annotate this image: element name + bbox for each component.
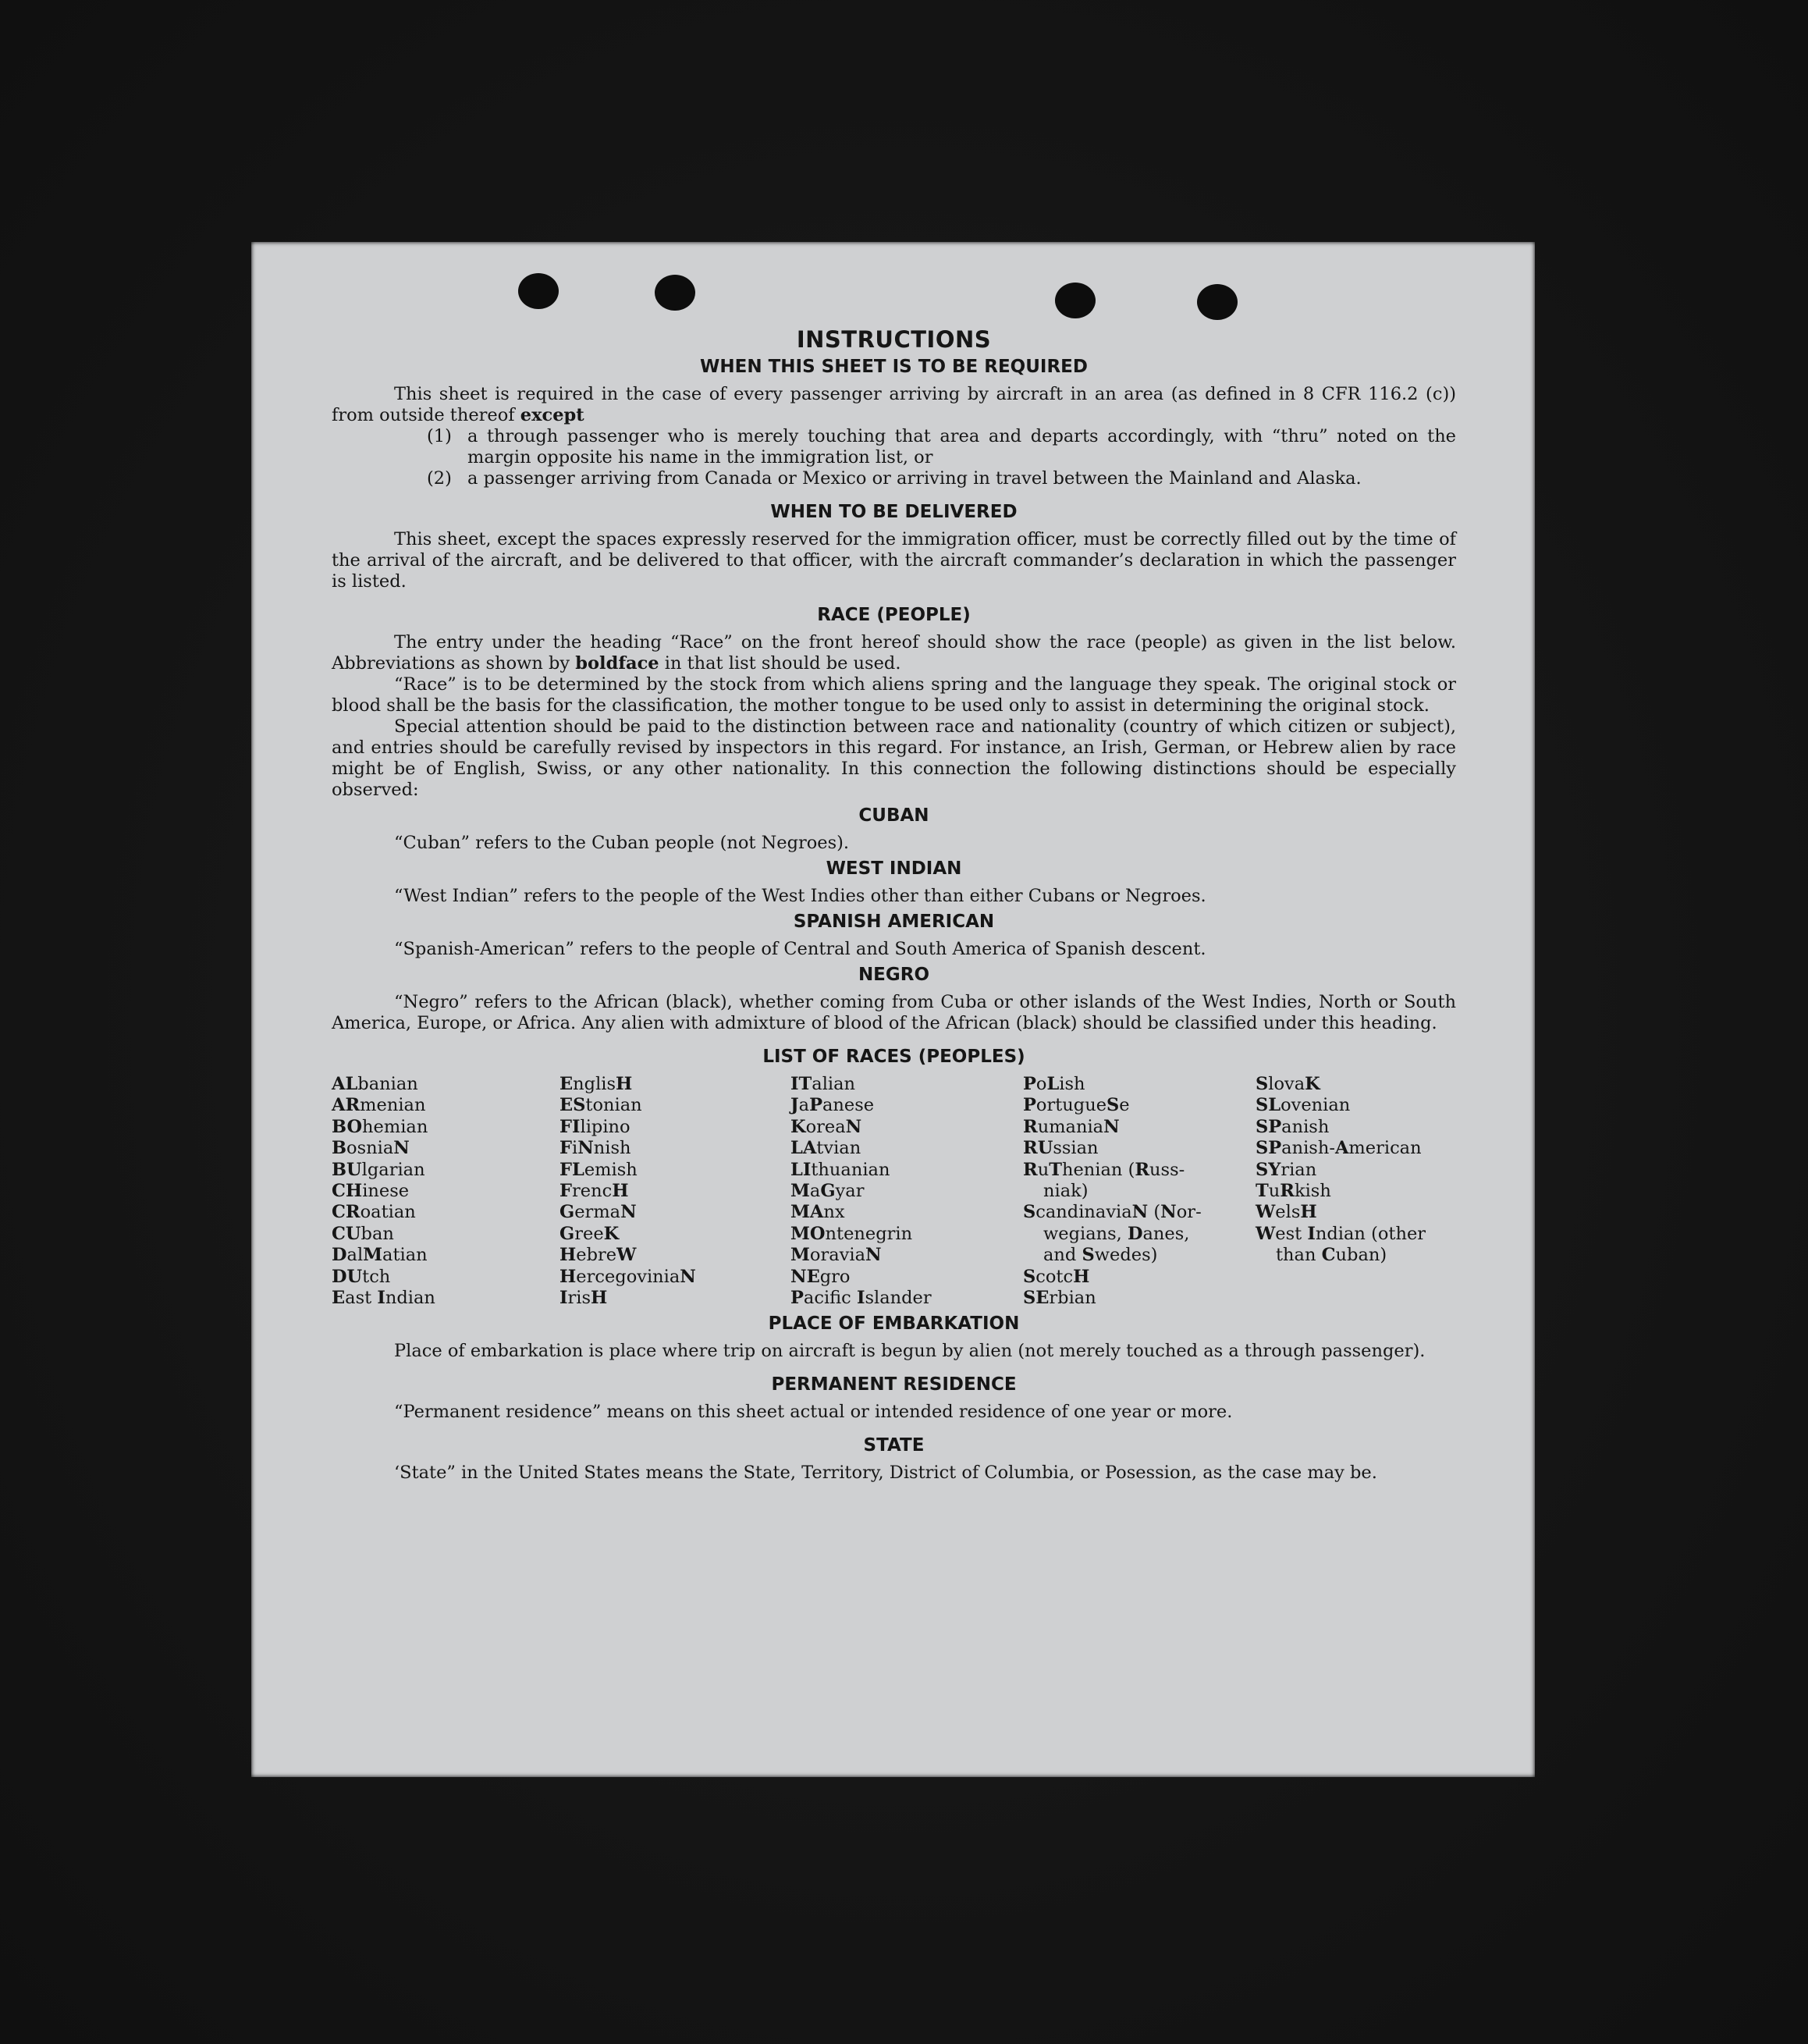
intro-bold: except [520, 405, 584, 425]
race-entry: BOhemian [332, 1116, 428, 1137]
race-entry: HercegoviniaN [559, 1266, 696, 1287]
page-title: INSTRUCTIONS [796, 326, 992, 353]
race-entry: ScotcH [1023, 1266, 1090, 1287]
race-entry: RUssian [1023, 1138, 1099, 1159]
race-entry: WelsH [1256, 1202, 1317, 1223]
race-entry: niak) [1043, 1181, 1089, 1202]
races-column [790, 1074, 1023, 1309]
item-number: (2) [427, 468, 452, 489]
race-paragraph-1 [332, 632, 1456, 674]
race-entry: DalMatian [332, 1245, 428, 1266]
embarkation-text: Place of embarkation is place where trip on aircraft is begun by alien (not merely touched as a through passenger). [394, 1341, 1426, 1362]
heading-permanent-residence: PERMANENT RESIDENCE [771, 1374, 1017, 1395]
punch-hole [655, 275, 695, 311]
heading-embarkation: PLACE OF EMBARKATION [768, 1313, 1020, 1335]
race-entry: ALbanian [332, 1074, 418, 1094]
heading-cuban: CUBAN [858, 805, 929, 826]
race-entry: BUlgarian [332, 1159, 425, 1180]
races-table [332, 1074, 1456, 1309]
item-text: a passenger arriving from Canada or Mexico or arriving in travel between the Mainland and Alaska. [467, 468, 1362, 489]
west-indian-text: “West Indian” refers to the people of the West Indies other than either Cubans or Negroes. [394, 886, 1206, 906]
race-p1-bold: boldface [575, 653, 659, 674]
race-entry: CHinese [332, 1181, 410, 1202]
race-entry: FLemish [559, 1159, 638, 1180]
punch-hole [1055, 283, 1096, 318]
race-entry: GreeK [559, 1223, 620, 1244]
race-paragraph-2: “Race” is to be determined by the stock from which aliens spring and the language they speak. The original stock or blood shall be the basis for the classification, the mother tongue to be used only to assist in determining the original stock. [332, 674, 1456, 716]
heading-negro: NEGRO [858, 965, 930, 985]
races-column [332, 1074, 559, 1309]
race-entry: LIthuanian [790, 1159, 890, 1180]
race-entry: DUtch [332, 1266, 391, 1287]
race-entry: LAtvian [790, 1138, 861, 1159]
intro-text: This sheet is required in the case of every passenger arriving by aircraft in an area (as defined in 8 CFR 116.2 (c)) from outside thereof [332, 384, 1456, 425]
race-entry: ITalian [790, 1074, 856, 1094]
heading-when-delivered: WHEN TO BE DELIVERED [770, 502, 1018, 522]
race-entry: FrencH [559, 1181, 629, 1202]
race-entry: PoLish [1023, 1074, 1085, 1094]
race-entry: SlovaK [1256, 1074, 1320, 1094]
race-entry: wegians, Danes, [1043, 1223, 1190, 1244]
race-entry: PortugueSe [1023, 1095, 1130, 1116]
race-entry: SErbian [1023, 1288, 1096, 1309]
race-entry: FiNnish [559, 1138, 631, 1159]
race-entry: RumaniaN [1023, 1116, 1120, 1137]
race-entry: EnglisH [559, 1074, 633, 1094]
list-item [427, 468, 1456, 489]
race-entry: ScandinaviaN (Nor- [1023, 1202, 1202, 1223]
races-column [1256, 1074, 1456, 1309]
race-entry: EStonian [559, 1095, 642, 1116]
race-entry: BosniaN [332, 1138, 410, 1159]
race-entry: East Indian [332, 1288, 435, 1309]
race-entry: FIlipino [559, 1116, 630, 1137]
race-entry: MOntenegrin [790, 1223, 913, 1244]
spanish-american-text: “Spanish-American” refers to the people of Central and South America of Spanish descent. [394, 939, 1206, 959]
race-entry: Pacifc Islander [790, 1288, 932, 1309]
races-column [1023, 1074, 1256, 1309]
heading-race: RACE (PEOPLE) [817, 605, 971, 625]
punch-hole [1197, 284, 1238, 320]
cuban-text: “Cuban” refers to the Cuban people (not Negroes). [394, 833, 850, 853]
races-column [559, 1074, 790, 1309]
race-entry: CUban [332, 1223, 394, 1244]
race-p1-before: The entry under the heading “Race” on the front hereof should show the race (people) as given in the list below. Abbreviations as shown by [332, 632, 1456, 674]
race-entry: RuThenian (Russ- [1023, 1159, 1185, 1180]
heading-state: STATE [863, 1435, 925, 1456]
heading-spanish-american: SPANISH AMERICAN [793, 912, 995, 932]
document-sheet [251, 242, 1535, 1777]
when-required-intro [332, 384, 1456, 426]
race-entry: MaGyar [790, 1181, 865, 1202]
heading-when-required: WHEN THIS SHEET IS TO BE REQUIRED [700, 357, 1088, 377]
race-p1-after: in that list should be used. [664, 653, 901, 674]
permanent-residence-text: “Permanent residence” means on this sheet actual or intended residence of one year or more. [394, 1402, 1233, 1423]
punch-hole [518, 273, 559, 309]
list-item [427, 426, 1456, 468]
race-entry: GermaN [559, 1202, 637, 1223]
race-entry: CRoatian [332, 1202, 416, 1223]
race-entry: JaPanese [790, 1095, 875, 1116]
race-entry: NEgro [790, 1266, 851, 1287]
race-entry: West Indian (other [1256, 1223, 1426, 1244]
race-entry: TuRkish [1256, 1181, 1331, 1202]
negro-text: “Negro” refers to the African (black), whether coming from Cuba or other islands of the West Indies, North or South America, Europe, or Africa. Any alien with admixture of blood of the African (black) should be classified under this heading. [332, 992, 1456, 1033]
item-text: a through passenger who is merely touching that area and departs accordingly, with “thru” noted on the margin opposite his name in the immigration list, or [467, 426, 1456, 467]
race-entry: SPanish-American [1256, 1138, 1422, 1159]
race-entry: HebreW [559, 1245, 637, 1266]
item-number: (1) [427, 426, 452, 446]
race-entry: SYrian [1256, 1159, 1317, 1180]
race-entry: IrisH [559, 1288, 608, 1309]
when-delivered-text: This sheet, except the spaces expressly reserved for the immigration officer, must be correctly filled out by the time of the arrival of the aircraft, and be delivered to that officer, with the aircraft commander’s declaration in which the passenger is listed. [332, 529, 1456, 592]
document-content [332, 326, 1456, 1484]
race-entry: SPanish [1256, 1116, 1330, 1137]
race-entry: KoreaN [790, 1116, 862, 1137]
state-text: ‘State” in the United States means the State, Territory, District of Columbia, or Posession, as the case may be. [394, 1463, 1377, 1484]
heading-west-indian: WEST INDIAN [826, 858, 962, 879]
race-entry: ARmenian [332, 1095, 426, 1116]
race-entry: MAnx [790, 1202, 845, 1223]
race-paragraph-3: Special attention should be paid to the distinction between race and nationality (country of which citizen or subject), and entries should be carefully revised by inspectors in this regard. For instance, an Irish, German, or Hebrew alien by race might be of English, Swiss, or any other nationality. In this connection the following distinctions should be especially observed: [332, 716, 1456, 800]
exceptions-list [427, 426, 1456, 489]
heading-list-of-races: LIST OF RACES (PEOPLES) [762, 1047, 1025, 1067]
race-entry: and Swedes) [1043, 1245, 1158, 1266]
race-entry: MoraviaN [790, 1245, 882, 1266]
race-entry: SLovenian [1256, 1095, 1351, 1116]
race-entry: than Cuban) [1276, 1245, 1387, 1266]
